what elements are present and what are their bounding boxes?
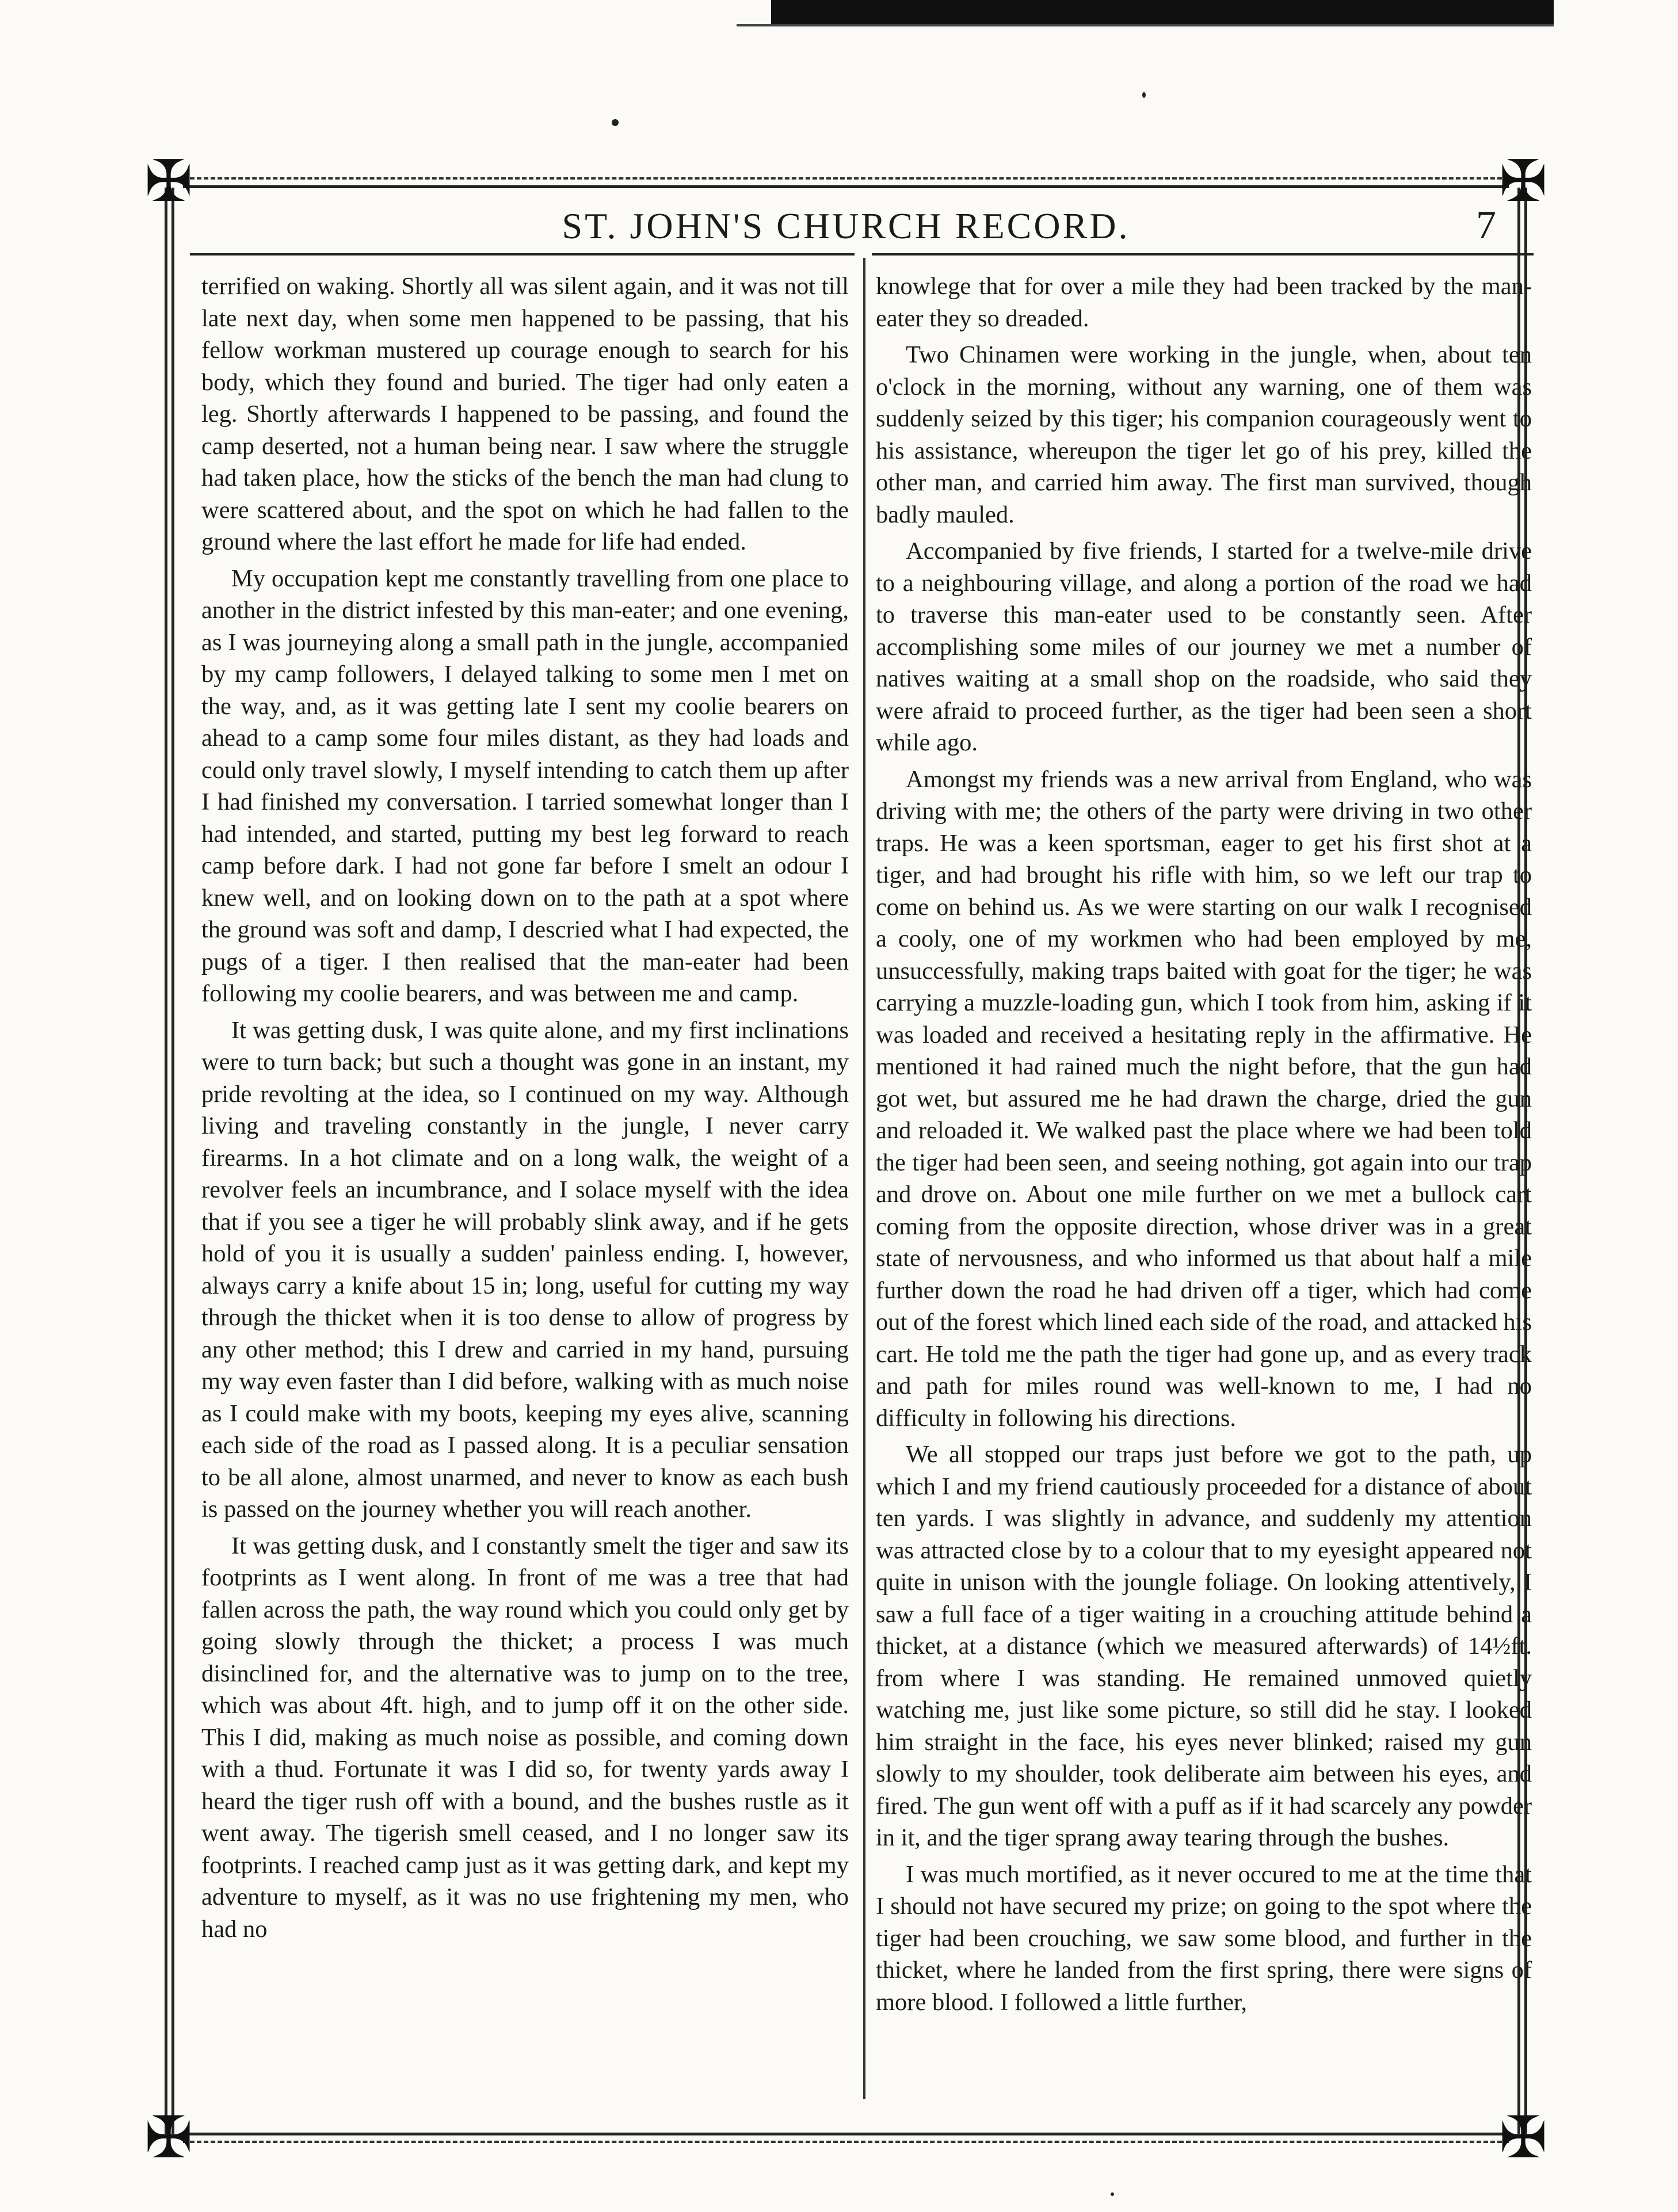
speck bbox=[1111, 2192, 1114, 2196]
frame-bottom-rule bbox=[183, 2133, 1509, 2135]
paragraph: My occupation kept me constantly travelling from one place to another in the district infested by this man-eater; and one evening, as I was journeying along a small path in the jungle, accompanied by my camp followers, I delayed talking to some men I met on the way, and, as it was getting late I sent my coolie bearers on ahead to a camp some four miles distant, as they had loads and could only travel slowly, I myself intending to catch them up after I had finished my conversation. I tarried somewhat longer than I had intended, and started, putting my best leg forward to reach camp before dark. I had not gone far before I smelt an odour I knew well, and on looking down on to the path at a spot where the ground was soft and damp, I descried what I had expected, the pugs of a tiger. I then realised that the man-eater had been following my coolie bearers, and was between me and camp. bbox=[201, 565, 849, 1007]
paragraph: It was getting dusk, and I constantly smelt the tiger and saw its footprints as I went along. In front of me was a tree that had fallen across the path, the way round which you could only get by going slowly through the thicket; a process I was much disinclined for, and the alternative was to jump on to the tree, which was about 4ft. high, and to jump off it on the other side. This I did, making as much noise as possible, and coming down with a thud. Fortunate it was I did so, for twenty yards away I heard the tiger rush off with a bound, and the bushes rustle as it went away. The tigerish smell ceased, and I no longer saw its footprints. I reached camp just as it was getting dark, and kept my adventure to myself, as it was no use frightening my men, who had no bbox=[201, 1532, 849, 1943]
frame-top-rule bbox=[183, 177, 1509, 180]
speck bbox=[1142, 92, 1146, 98]
paragraph: I was much mortified, as it never occured to me at the time that I should not have secured my prize; on going to the spot where the tiger had been crouching, we saw some blood, and further in the thicket, where he landed from the first spring, there were signs of more blood. I followed a little further, bbox=[876, 1860, 1532, 2016]
paragraph: terrified on waking. Shortly all was silent again, and it was not till late next day, when some men happened to be passing, that his fellow workman mustered up courage enough to search for his body, which they found and buried. The tiger had only eaten a leg. Shortly afterwards I happened to be passing, and found the camp deserted, not a human being near. I saw where the struggle had taken place, how the sticks of the bench the man had clung to were scattered about, and the spot on which he had fallen to the ground where the last effort he made for life had ended. bbox=[201, 273, 849, 555]
corner-cross-icon: ✠ bbox=[144, 147, 193, 215]
header-rule-right bbox=[872, 253, 1534, 255]
header-rule-left bbox=[190, 253, 855, 255]
page-title: ST. JOHN'S CHURCH RECORD. bbox=[562, 205, 1130, 246]
column-divider bbox=[863, 258, 865, 2099]
scan-edge-bar bbox=[771, 0, 1554, 24]
page-header bbox=[184, 203, 1508, 254]
frame-bottom-rule-inner bbox=[183, 2141, 1509, 2143]
frame-left-rule bbox=[165, 188, 167, 2134]
corner-cross-icon: ✠ bbox=[1499, 2104, 1547, 2171]
frame-left-rule-inner bbox=[171, 188, 174, 2134]
paragraph: It was getting dusk, I was quite alone, and my first inclinations were to turn back; but such a thought was gone in an instant, my pride revolting at the idea, so I continued on my way. Although living and traveling constantly in the jungle, I never carry firearms. In a hot climate and on a long walk, the weight of a revolver feels an incumbrance, and I solace myself with the idea that if you see a tiger he will probably slink away, and if he gets hold of you it is usually a sudden' painless ending. I, however, always carry a knife about 15 in; long, useful for cutting my way through the thicket when it is too dense to allow of progress by any other method; this I drew and carried in my hand, pursuing my way even faster than I did before, walking with as much noise as I could make with my boots, keeping my eyes alive, scanning each side of the road as I passed along. It is a peculiar sensation to be all alone, almost unarmed, and never to know as each bush is passed on the journey whether you will reach another. bbox=[201, 1016, 849, 1523]
corner-cross-icon: ✠ bbox=[144, 2104, 193, 2171]
paragraph: We all stopped our traps just before we got to the path, up which I and my friend cautiously proceeded for a distance of about ten yards. I was slightly in advance, and suddenly my attention was attracted close by to a colour that to my eyesight appeared not quite in unison with the joungle foliage. On looking attentively, I saw a full face of a tiger waiting in a crouching attitude behind a thicket, at a distance (which we measured afterwards) of 14½ft. from where I was standing. He remained unmoved quietly watching me, just like some picture, so still did he stay. I looked him straight in the face, his eyes never blinked; raised my gun slowly to my shoulder, took deliberate aim between his eyes, and fired. The gun went off with a puff as if it had scarcely any powder in it, and the tiger sprang away tearing through the bushes. bbox=[876, 1441, 1532, 1851]
speck bbox=[612, 119, 619, 126]
paragraph: Accompanied by five friends, I started for a twelve-mile drive to a neighbouring village, and along a portion of the road we had to traverse this man-eater used to be constantly seen. After accomplishing some miles of our journey we met a number of natives waiting at a small shop on the roadside, who said they were afraid to proceed further, as the tiger had been seen a short while ago. bbox=[876, 537, 1532, 756]
scan-edge-line bbox=[737, 24, 1554, 26]
paragraph: knowlege that for over a mile they had been tracked by the man-eater they so dreaded. bbox=[876, 273, 1532, 332]
right-column bbox=[876, 270, 1532, 2023]
paragraph: Two Chinamen were working in the jungle, when, about ten o'clock in the morning, without any warning, one of them was suddenly seized by this tiger; his companion courageously went to his assistance, whereupon the tiger let go of his prey, killed the other man, and carried him away. The first man survived, though badly mauled. bbox=[876, 341, 1532, 528]
left-column bbox=[201, 270, 849, 1950]
frame-top-rule-inner bbox=[183, 185, 1509, 188]
paragraph: Amongst my friends was a new arrival from England, who was driving with me; the others of the party were driving in two other traps. He was a keen sportsman, eager to get his first shot at a tiger, and had brought his rifle with him, so we left our trap to come on behind us. As we were starting on our walk I recognised a cooly, one of my workmen who had been employed by me, unsuccessfully, making traps baited with goat for the tiger; he was carrying a muzzle-loading gun, which I took from him, asking if it was loaded and received a hesitating reply in the affirmative. He mentioned it had rained much the night before, that the gun had got wet, but assured me he had drawn the charge, dried the gun and reloaded it. We walked past the place where we had been told the tiger had been seen, and seeing nothing, got again into our trap and drove on. About one mile further on we met a bullock cart coming from the opposite direction, whose driver was in a great state of nervousness, and who informed us that about half a mile further down the road he had driven off a tiger, which had come out of the forest which lined each side of the road, and attacked his cart. He told me the path the tiger had gone up, and as every track and path for miles round was well-known to me, I had no difficulty in following his directions. bbox=[876, 765, 1532, 1432]
corner-cross-icon: ✠ bbox=[1499, 147, 1547, 215]
page-number: 7 bbox=[1476, 203, 1496, 247]
